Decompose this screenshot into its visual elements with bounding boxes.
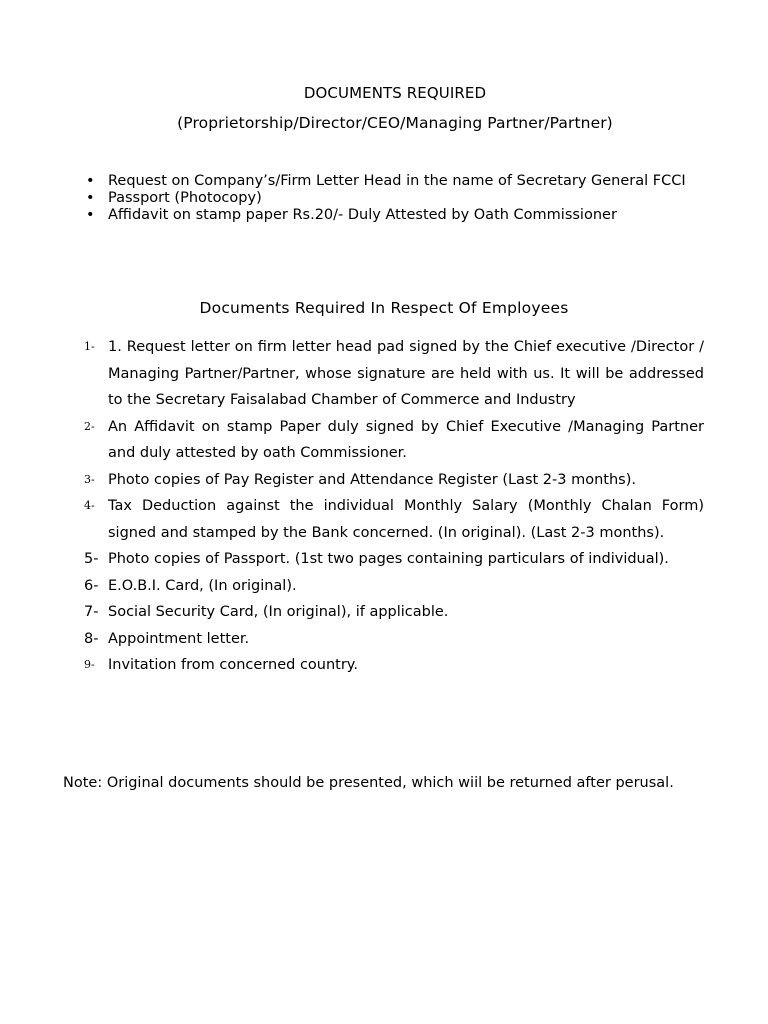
- footer-note: Note: Original documents should be presented, which wiil be returned after perusal.: [63, 775, 674, 791]
- list-item-text: Invitation from concerned country.: [108, 657, 358, 673]
- item-number: 6-: [84, 577, 99, 594]
- list-item: [84, 573, 704, 600]
- list-item: [84, 493, 704, 546]
- list-item: [84, 599, 704, 626]
- list-item-text: Social Security Card, (In original), if applicable.: [108, 604, 449, 620]
- employees-heading: Documents Required In Respect Of Employees: [199, 299, 569, 317]
- list-item: [84, 207, 694, 224]
- list-item-text: Tax Deduction against the individual Monthly Salary (Monthly Chalan Form) signed and stamped by the Bank concerned. (In original). (Last 2-3 months).: [108, 498, 704, 541]
- list-item-text: 1. Request letter on firm letter head pad signed by the Chief executive /Director / Managing Partner/Partner, whose signature are held with us. It will be addressed to the Secretary Faisalabad Chamber of Commerce and Industry: [108, 339, 704, 408]
- document-title: DOCUMENTS REQUIRED: [303, 84, 487, 102]
- list-item-text: Appointment letter.: [108, 630, 250, 647]
- list-item-text: Affidavit on stamp paper Rs.20/- Duly Attested by Oath Commissioner: [108, 207, 617, 223]
- list-item: [84, 626, 704, 653]
- list-item: [84, 414, 704, 467]
- item-number: 8-: [84, 630, 99, 647]
- item-number: 7-: [84, 604, 99, 620]
- employee-documents-list: [84, 334, 704, 679]
- list-item-text: Photo copies of Passport. (1st two pages containing particulars of individual).: [108, 551, 669, 567]
- list-item: [84, 652, 704, 679]
- owner-documents-list: [84, 173, 694, 224]
- item-number: 9-: [84, 658, 95, 671]
- list-item-text: Request on Company’s/Firm Letter Head in the name of Secretary General FCCI: [108, 173, 686, 189]
- item-number: 1-: [84, 340, 95, 353]
- list-item: [84, 173, 694, 190]
- item-number: 3-: [84, 472, 95, 486]
- item-number: 5-: [84, 551, 99, 567]
- list-item: [84, 190, 694, 207]
- bullet-icon: •: [86, 190, 95, 206]
- bullet-icon: •: [86, 207, 95, 223]
- list-item-text: E.O.B.I. Card, (In original).: [108, 577, 297, 594]
- item-number: 4-: [84, 499, 95, 512]
- list-item-text: An Affidavit on stamp Paper duly signed by Chief Executive /Managing Partner and duly attested by oath Commissioner.: [108, 418, 704, 461]
- list-item: [84, 467, 704, 494]
- list-item-text: Passport (Photocopy): [108, 190, 262, 206]
- list-item: [84, 334, 704, 414]
- list-item-text: Photo copies of Pay Register and Attendance Register (Last 2-3 months).: [108, 471, 636, 488]
- document-subtitle: (Proprietorship/Director/CEO/Managing Partner/Partner): [177, 114, 613, 132]
- item-number: 2-: [84, 419, 95, 433]
- list-item: [84, 546, 704, 573]
- bullet-icon: •: [86, 173, 95, 189]
